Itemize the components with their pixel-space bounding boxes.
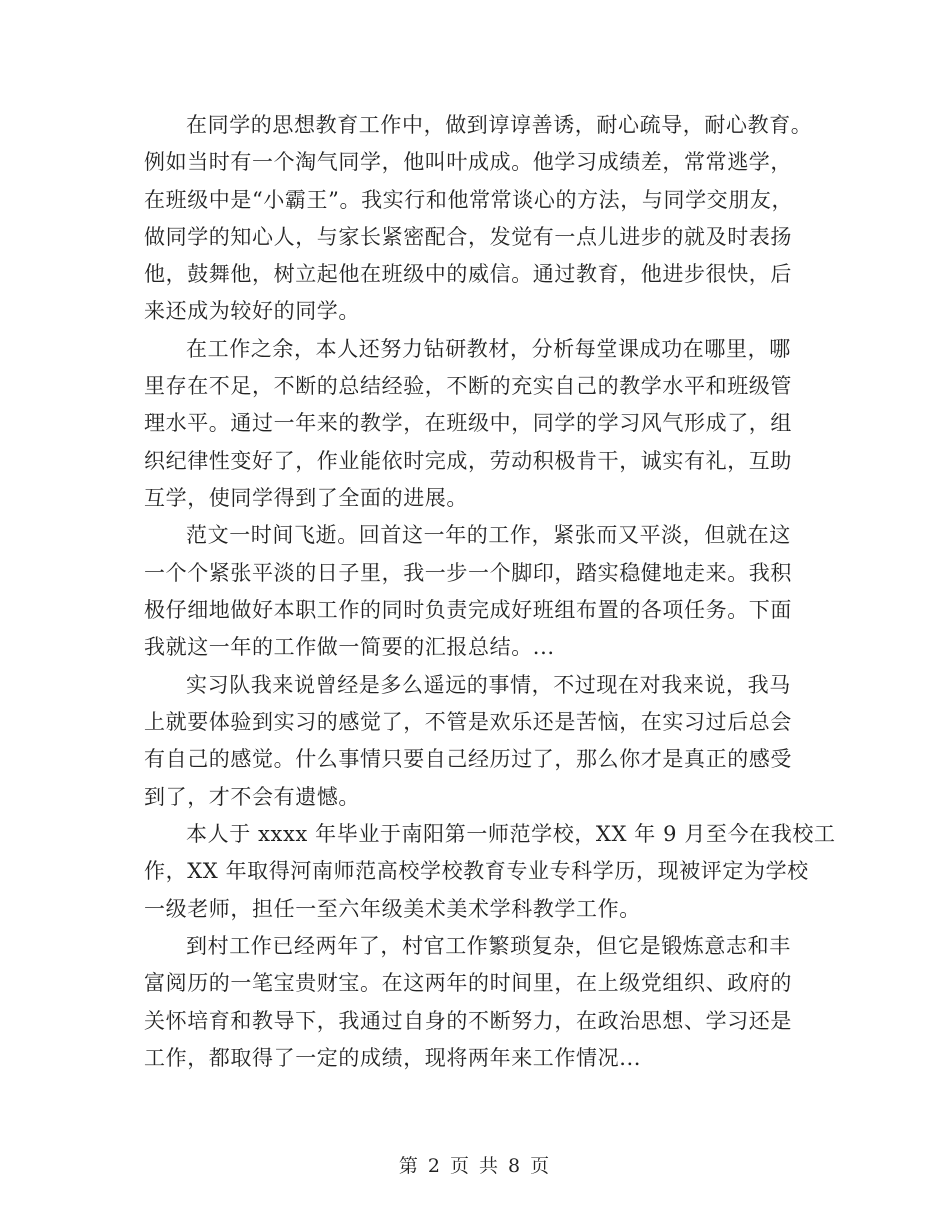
paragraph-5-line-1: 本人于 xxxx 年毕业于南阳第一师范学校，XX 年 9 月至今在我校工 — [186, 822, 836, 846]
paragraph-3-line-3: 极仔细地做好本职工作的同时负责完成好班组布置的各项任务。下面 — [144, 598, 792, 622]
paragraph-2-line-2: 里存在不足，不断的总结经验，不断的充实自己的教学水平和班级管 — [144, 374, 792, 398]
paragraph-5-line-3: 一级老师，担任一至六年级美术美术学科教学工作。 — [144, 897, 641, 921]
paragraph-6-line-4: 工作，都取得了一定的成绩，现将两年来工作情况... — [144, 1046, 642, 1070]
paragraph-2-line-3: 理水平。通过一年来的教学，在班级中，同学的学习风气形成了，组 — [144, 411, 792, 435]
paragraph-6-line-3: 关怀培育和教导下，我通过自身的不断努力，在政治思想、学习还是 — [144, 1009, 792, 1033]
paragraph-3-line-1: 范文一时间飞逝。回首这一年的工作，紧张而又平淡，但就在这 — [186, 523, 791, 547]
paragraph-4-line-2: 上就要体验到实习的感觉了，不管是欢乐还是苦恼，在实习过后总会 — [144, 710, 792, 734]
page-number-footer: 第 2 页 共 8 页 — [398, 1155, 552, 1177]
paragraph-1-line-3: 在班级中是“小霸王”。我实行和他常常谈心的方法，与同学交朋友， — [144, 188, 794, 212]
paragraph-6-line-1: 到村工作已经两年了，村官工作繁琐复杂，但它是锻炼意志和丰 — [186, 934, 791, 958]
paragraph-2-line-1: 在工作之余，本人还努力钻研教材，分析每堂课成功在哪里，哪 — [186, 337, 791, 361]
paragraph-3-line-2: 一个个紧张平淡的日子里，我一步一个脚印，踏实稳健地走来。我积 — [144, 561, 792, 585]
paragraph-2-line-4: 织纪律性变好了，作业能依时完成，劳动积极肯干，诚实有礼，互助 — [144, 449, 792, 473]
paragraph-4-line-4: 到了，才不会有遗憾。 — [144, 785, 360, 809]
paragraph-4-line-1: 实习队我来说曾经是多么遥远的事情，不过现在对我来说，我马 — [186, 673, 791, 697]
paragraph-1-line-1: 在同学的思想教育工作中，做到谆谆善诱，耐心疏导，耐心教育。 — [186, 113, 813, 137]
paragraph-4-line-3: 有自己的感觉。什么事情只要自己经历过了，那么你才是真正的感受 — [144, 747, 792, 771]
paragraph-1-line-4: 做同学的知心人，与家长紧密配合，发觉有一点儿进步的就及时表扬 — [144, 225, 792, 249]
paragraph-5-line-2: 作，XX 年取得河南师范高校学校教育专业专科学历，现被评定为学校 — [144, 859, 809, 883]
paragraph-1-line-6: 来还成为较好的同学。 — [144, 299, 360, 323]
paragraph-1-line-5: 他，鼓舞他，树立起他在班级中的威信。通过教育，他进步很快，后 — [144, 262, 792, 286]
paragraph-6-line-2: 富阅历的一笔宝贵财宝。在这两年的时间里，在上级党组织、政府的 — [144, 971, 792, 995]
paragraph-3-line-4: 我就这一年的工作做一简要的汇报总结。... — [144, 635, 555, 659]
paragraph-1-line-2: 例如当时有一个淘气同学，他叫叶成成。他学习成绩差，常常逃学， — [144, 150, 792, 174]
paragraph-2-line-5: 互学，使同学得到了全面的进展。 — [144, 486, 468, 510]
